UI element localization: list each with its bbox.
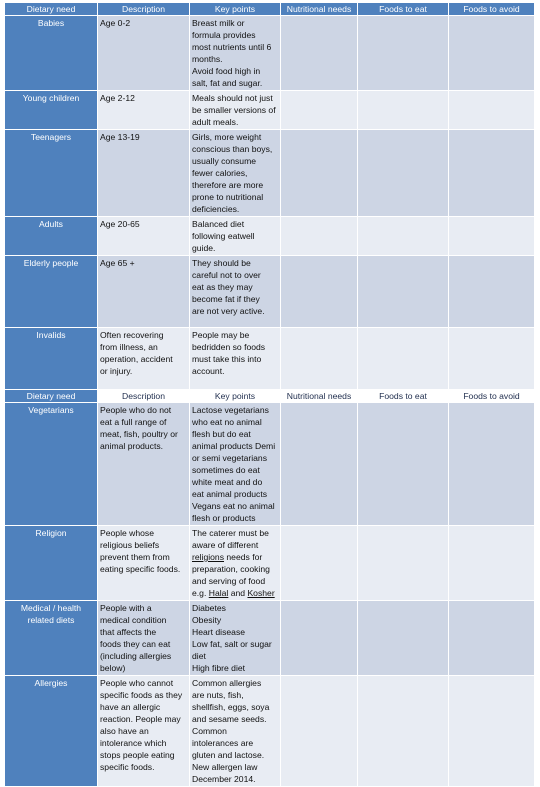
header-row xyxy=(5,3,535,16)
foods-to-avoid-cell xyxy=(449,328,535,390)
key-points-cell: They should be careful not to over eat as they may become fat if they are not very active. xyxy=(190,256,281,328)
dietary-need-cell: Vegetarians xyxy=(5,403,98,526)
nutritional-needs-cell xyxy=(281,217,358,256)
religions-link-text: religions xyxy=(192,552,225,562)
header-description: Description xyxy=(98,3,190,16)
dietary-needs-table xyxy=(4,2,535,787)
header-dietary-need: Dietary need xyxy=(5,390,98,403)
table-row xyxy=(5,16,535,91)
table-row xyxy=(5,91,535,130)
foods-to-eat-cell xyxy=(358,676,449,787)
foods-to-avoid-cell xyxy=(449,256,535,328)
header-foods-to-avoid: Foods to avoid xyxy=(449,390,535,403)
dietary-need-cell: Elderly people xyxy=(5,256,98,328)
table-row xyxy=(5,130,535,217)
header-description: Description xyxy=(98,390,190,403)
header-nutritional-needs: Nutritional needs xyxy=(281,390,358,403)
header-key-points: Key points xyxy=(190,3,281,16)
nutritional-needs-cell xyxy=(281,328,358,390)
foods-to-avoid-cell xyxy=(449,526,535,601)
dietary-need-cell: Adults xyxy=(5,217,98,256)
foods-to-avoid-cell xyxy=(449,130,535,217)
dietary-need-cell: Teenagers xyxy=(5,130,98,217)
foods-to-eat-cell xyxy=(358,217,449,256)
foods-to-eat-cell xyxy=(358,91,449,130)
dietary-need-cell: Young children xyxy=(5,91,98,130)
foods-to-avoid-cell xyxy=(449,16,535,91)
foods-to-eat-cell xyxy=(358,130,449,217)
table-row xyxy=(5,403,535,526)
dietary-need-cell: Babies xyxy=(5,16,98,91)
key-points-cell: Girls, more weight conscious than boys, usually consume fewer calories, therefore are more prone to nutritional deficiencies. xyxy=(190,130,281,217)
foods-to-eat-cell xyxy=(358,403,449,526)
nutritional-needs-cell xyxy=(281,676,358,787)
dietary-need-cell: Medical / health related diets xyxy=(5,601,98,676)
nutritional-needs-cell xyxy=(281,403,358,526)
description-cell: Age 13-19 xyxy=(98,130,190,217)
header-row xyxy=(5,390,535,403)
nutritional-needs-cell xyxy=(281,16,358,91)
key-points-cell: Lactose vegetarians who eat no animal flesh but do eat animal products Demi or semi vegetarians sometimes do eat white meat and do eat animal products Vegans eat no animal flesh or products xyxy=(190,403,281,526)
kosher-text: Kosher xyxy=(247,588,275,598)
foods-to-eat-cell xyxy=(358,526,449,601)
dietary-need-cell: Religion xyxy=(5,526,98,601)
dietary-need-cell: Invalids xyxy=(5,328,98,390)
header-foods-to-eat: Foods to eat xyxy=(358,3,449,16)
key-points-cell: The caterer must be aware of different religions needs for preparation, cooking and serving of food e.g. Halal and Kosher xyxy=(190,526,281,601)
table-row xyxy=(5,328,535,390)
nutritional-needs-cell xyxy=(281,91,358,130)
header-key-points: Key points xyxy=(190,390,281,403)
foods-to-avoid-cell xyxy=(449,91,535,130)
header-foods-to-avoid: Foods to avoid xyxy=(449,3,535,16)
foods-to-avoid-cell xyxy=(449,217,535,256)
description-cell: Age 20-65 xyxy=(98,217,190,256)
key-points-cell: Common allergies are nuts, fish, shellfish, eggs, soya and sesame seeds. Common intolerances are gluten and lactose. New allergen law December 2014. xyxy=(190,676,281,787)
nutritional-needs-cell xyxy=(281,526,358,601)
table-row xyxy=(5,217,535,256)
nutritional-needs-cell xyxy=(281,601,358,676)
foods-to-eat-cell xyxy=(358,16,449,91)
table-row xyxy=(5,256,535,328)
description-cell: People with a medical condition that affects the foods they can eat (including allergies below) xyxy=(98,601,190,676)
foods-to-avoid-cell xyxy=(449,403,535,526)
foods-to-eat-cell xyxy=(358,601,449,676)
header-nutritional-needs: Nutritional needs xyxy=(281,3,358,16)
foods-to-eat-cell xyxy=(358,256,449,328)
description-cell: Age 0-2 xyxy=(98,16,190,91)
halal-text: Halal xyxy=(208,588,229,598)
key-points-cell: Balanced diet following eatwell guide. xyxy=(190,217,281,256)
foods-to-eat-cell xyxy=(358,328,449,390)
description-cell: Age 2-12 xyxy=(98,91,190,130)
description-cell: Age 65 + xyxy=(98,256,190,328)
key-points-cell: Diabetes Obesity Heart disease Low fat, salt or sugar diet High fibre diet xyxy=(190,601,281,676)
header-foods-to-eat: Foods to eat xyxy=(358,390,449,403)
description-cell: Often recovering from illness, an operation, accident or injury. xyxy=(98,328,190,390)
header-dietary-need: Dietary need xyxy=(5,3,98,16)
table-row xyxy=(5,676,535,787)
table-row xyxy=(5,526,535,601)
dietary-need-cell: Allergies xyxy=(5,676,98,787)
table-row xyxy=(5,601,535,676)
nutritional-needs-cell xyxy=(281,130,358,217)
key-points-cell: Meals should not just be smaller versions of adult meals. xyxy=(190,91,281,130)
description-cell: People who cannot specific foods as they have an allergic reaction. People may also have an intolerance which stops people eating specific foods. xyxy=(98,676,190,787)
foods-to-avoid-cell xyxy=(449,676,535,787)
foods-to-avoid-cell xyxy=(449,601,535,676)
key-points-cell: People may be bedridden so foods must take this into account. xyxy=(190,328,281,390)
nutritional-needs-cell xyxy=(281,256,358,328)
description-cell: People whose religious beliefs prevent them from eating specific foods. xyxy=(98,526,190,601)
description-cell: People who do not eat a full range of meat, fish, poultry or animal products. xyxy=(98,403,190,526)
key-points-cell: Breast milk or formula provides most nutrients until 6 months. Avoid food high in salt, fat and sugar. xyxy=(190,16,281,91)
